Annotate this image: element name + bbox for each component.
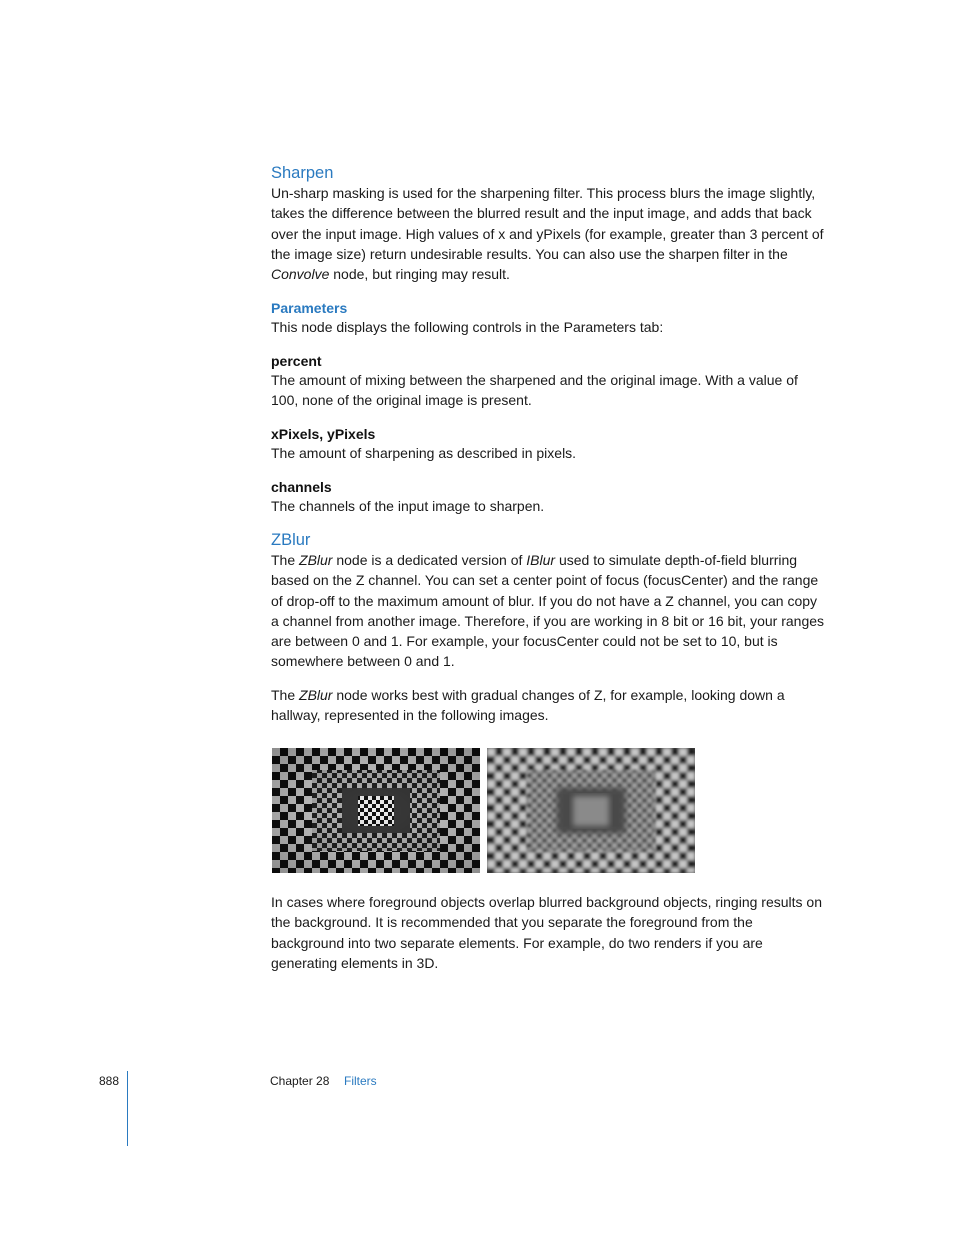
param-channels — [271, 478, 827, 516]
param-name: channels — [271, 479, 332, 495]
footer-chapter: Chapter 28 — [270, 1074, 330, 1088]
param-desc: The amount of sharpening as described in pixels. — [271, 445, 577, 461]
sharpen-body: Un-sharp masking is used for the sharpening filter. This process blurs the image slightly, takes the difference between the blurred result and the input image, and adds that back over the input image. High values of x and yPixels (for example, greater than 3 percent of the image size) return undesirable results. You can also use the sharpen filter in the Convolve node, but ringing may result. — [271, 185, 824, 283]
zblur-paragraph-3-block — [271, 892, 827, 973]
footer-section: Filters — [344, 1074, 377, 1088]
param-desc: The channels of the input image to sharpen. — [271, 498, 545, 514]
param-desc: The amount of mixing between the sharpened and the original image. With a value of 100, none of the original image is present. — [271, 372, 798, 409]
zblur-paragraph-3: In cases where foreground objects overlap blurred background objects, ringing results on the background. It is recommended that you separate the foreground from the background into two separate elements. For example, do two renders if you are generating elements in 3D. — [271, 894, 822, 971]
sharpen-section — [271, 163, 827, 284]
param-name: percent — [271, 353, 322, 369]
parameters-section — [271, 299, 827, 337]
parameters-intro: This node displays the following controls in the Parameters tab: — [271, 319, 664, 335]
zblur-paragraph-1: The ZBlur node is a dedicated version of IBlur used to simulate depth-of-field blurring based on the Z channel. You can set a center point of focus (focusCenter) and the range of drop-off to the maximum amount of blur. If you do not have a Z channel, you can copy a channel from another image. Therefore, if you are working in 8 bit or 16 bit, your ranges are between 0 and 1. For example, your focusCenter could not be set to 10, but is somewhere between 0 and 1. — [271, 552, 825, 670]
footer-divider — [127, 1071, 128, 1146]
hallway-blurred-image — [487, 748, 695, 873]
parameters-heading: Parameters — [271, 300, 348, 316]
param-xpixels-ypixels — [271, 425, 827, 463]
zblur-section — [271, 530, 827, 672]
page-number: 888 — [99, 1074, 120, 1088]
zblur-paragraph-2-block — [271, 685, 827, 726]
zblur-heading: ZBlur — [271, 531, 311, 549]
param-percent — [271, 352, 827, 411]
sharpen-heading: Sharpen — [271, 164, 334, 182]
zblur-paragraph-2: The ZBlur node works best with gradual changes of Z, for example, looking down a hallway, represented in the following images. — [271, 687, 785, 724]
hallway-sharp-image — [272, 748, 480, 873]
param-name: xPixels, yPixels — [271, 426, 376, 442]
